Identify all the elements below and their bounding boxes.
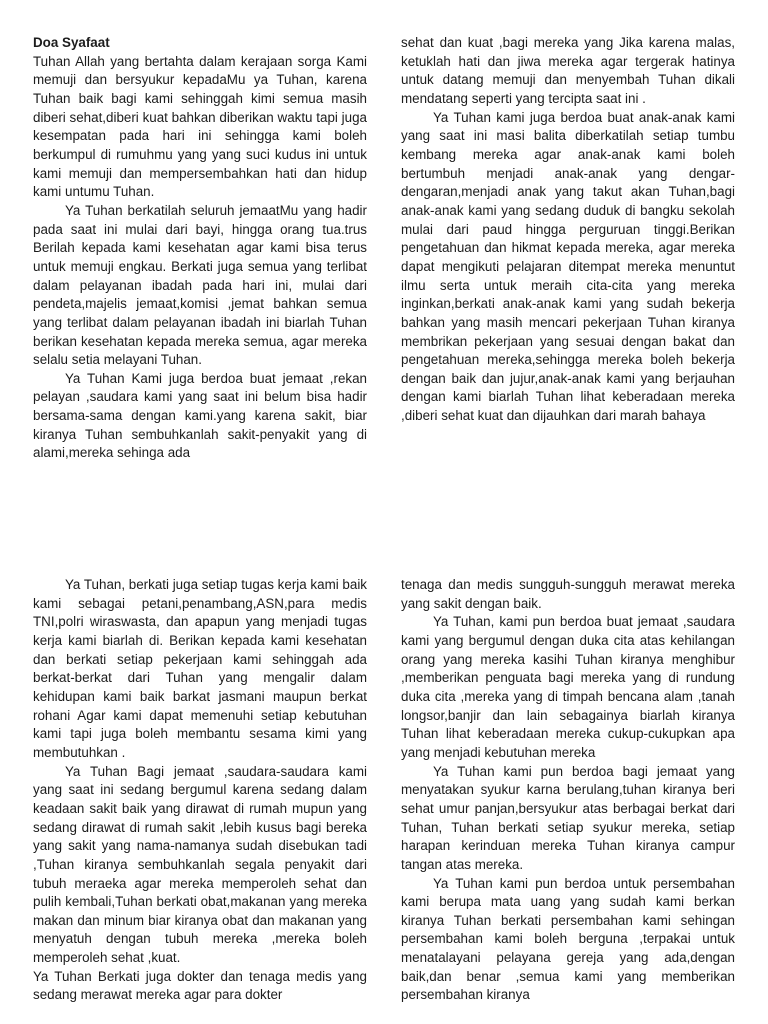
paragraph: Tuhan Allah yang bertahta dalam kerajaan sorga Kami memuji dan bersyukur kepadaMu ya Tuhan, karena Tuhan baik bagi kami sehinggah kimi semua masih diberi sehat,diberi kuat bahkan diberikan waktu tapi juga kesempatan pada hari ini sehingga kami boleh berkumpul di rumuhmu yang yang suci kudus ini untuk kami memuji dan mempersembahkan hati dan hidup kami untumu Tuhan. [33,53,367,200]
paragraph: Ya Tuhan kami juga berdoa buat anak-anak kami yang saat ini masi balita diberkatilah setiap tumbu kembang mereka agar anak-anak kami boleh bertumbuh menjadi anak-anak yang dengar-dengaran,menjadi anak yang takut akan Tuhan,bagi anak-anak kami yang sedang duduk di bangku sekolah mulai dari paud hingga perguruan tinggi.Berikan pengetahuan dan hikmat kepada mereka, agar mereka dapat mengikuti pelajaran ditempat mereka menuntut ilmu serta untuk meraih cita-cita yang mereka inginkan,berkati anak-anak kami yang sudah bekerja bahkan yang masih mencari pekerjaan Tuhan kiranya membrikan pekerjaan yang sesuai dengan bakat dan pengetahuan mereka,sehingga mereka boleh bekerja dengan baik dan jujur,anak-anak kami yang berjauhan dengan kami biarlah Tuhan lihat keberadaan mereka ,diberi sehat kuat dan dijauhkan dari marah bahaya [401,109,735,424]
paragraph: Ya Tuhan, berkati juga setiap tugas kerja kami baik kami sebagai petani,penambang,ASN,para medis TNI,polri wiraswasta, dan apapun yang menjadi tugas kerja kami biarlah di. Berikan kepada kami kesehatan dan berkati setiap pekerjaan kami sehinggah ada berkat-berkat dari Tuhan yang mengalir dalam kehidupan kami baik barkat jasmani maupun berkat rohani Agar kami dapat memenuhi setiap kebutuhan kami tapi juga boleh membantu sesama kimi yang membutuhkan . [33,577,367,760]
paragraph: Ya Tuhan Berkati juga dokter dan tenaga medis yang sedang merawat mereka agar para dokter [33,968,367,1003]
document-title: Doa Syafaat [33,35,110,50]
column-1 [33,34,367,463]
paragraph: Ya Tuhan, kami pun berdoa buat jemaat ,saudara kami yang bergumul dengan duka cita atas kehilangan orang yang mereka kasihi Tuhan kiranya menghibur ,memberikan penguata bagi mereka yang di rundung duka cita ,mereka yang di timpah bencana alam ,tanah longsor,banjir dan lain sebagainya biarlah kiranya Tuhan lihat keberadaan mereka cukup-cukupkan apa yang menjadi kebutuhan mereka [401,614,735,760]
column-2 [401,34,735,426]
paragraph: Ya Tuhan Bagi jemaat ,saudara-saudara kami yang saat ini sedang bergumul karena sedang dalam keadaan sakit baik yang dirawat di rumah mupun yang sedang dirawat di rumah sakit ,lebih kusus bagi bereka yang sakit yang nama-namanya sudah disebukan tadi ,Tuhan kiranya sembuhkanlah segala penyakit dari tubuh meraeka agar mereka memperoleh sehat dan pulih kembali,Tuhan berkati obat,makanan yang mereka makan dan minum biar kiranya obat dan makanan yang menyatuh dengan tubuh mereka ,mereka boleh memperoleh sehat ,kuat. [33,763,367,966]
paragraph: tenaga dan medis sungguh-sungguh merawat mereka yang sakit dengan baik. [401,577,735,611]
paragraph: Ya Tuhan berkatilah seluruh jemaatMu yang hadir pada saat ini mulai dari bayi, hingga orang tua.trus Berilah kepada kami kesehatan agar kami bisa terus untuk memuji engkau. Berkati juga semua yang terlibat dalam pelayanan ibadah pada hari ini, mulai dari pendeta,majelis jemaat,komisi ,jemat bahkan semua yang terlibat dalam pelayanan ibadah ini biarlah Tuhan berikan kesehatan kepada mereka semua, agar mereka selalu setia melayani Tuhan. [33,202,367,368]
paragraph: Ya Tuhan Kami juga berdoa buat jemaat ,rekan pelayan ,saudara kami yang saat ini belum bisa hadir bersama-sama dengan kami.yang karena sakit, biar kiranya Tuhan sembuhkanlah sakit-penyakit yang di alami,mereka sehinga ada [33,370,367,461]
paragraph: Ya Tuhan kami pun berdoa untuk persembahan kami berupa mata uang yang sudah kami berkan kiranya Tuhan berkati persembahan kami sehingan persembahan kami boleh berguna ,terpakai untuk menatalayani pelayana gereja yang ada,dengan baik,dan benar ,semua kami yang memberikan persembahan kiranya [401,875,735,1003]
column-3 [33,576,367,1005]
paragraph: Ya Tuhan kami pun berdoa bagi jemaat yang menyatakan syukur karna berulang,tuhan kiranya beri sehat umur panjan,bersyukur atas berbagai berkat dari Tuhan, Tuhan berkati setiap syukur mereka, setiap harapan kerinduan mereka Tuhan kiranya campur tangan atas mereka. [401,763,735,872]
paragraph: sehat dan kuat ,bagi mereka yang Jika karena malas, ketuklah hati dan jiwa mereka agar tergerak hatinya untuk datang memuji dan menyembah Tuhan dikali mendatang seperti yang tercipta saat ini . [401,35,735,106]
column-4 [401,576,735,1005]
